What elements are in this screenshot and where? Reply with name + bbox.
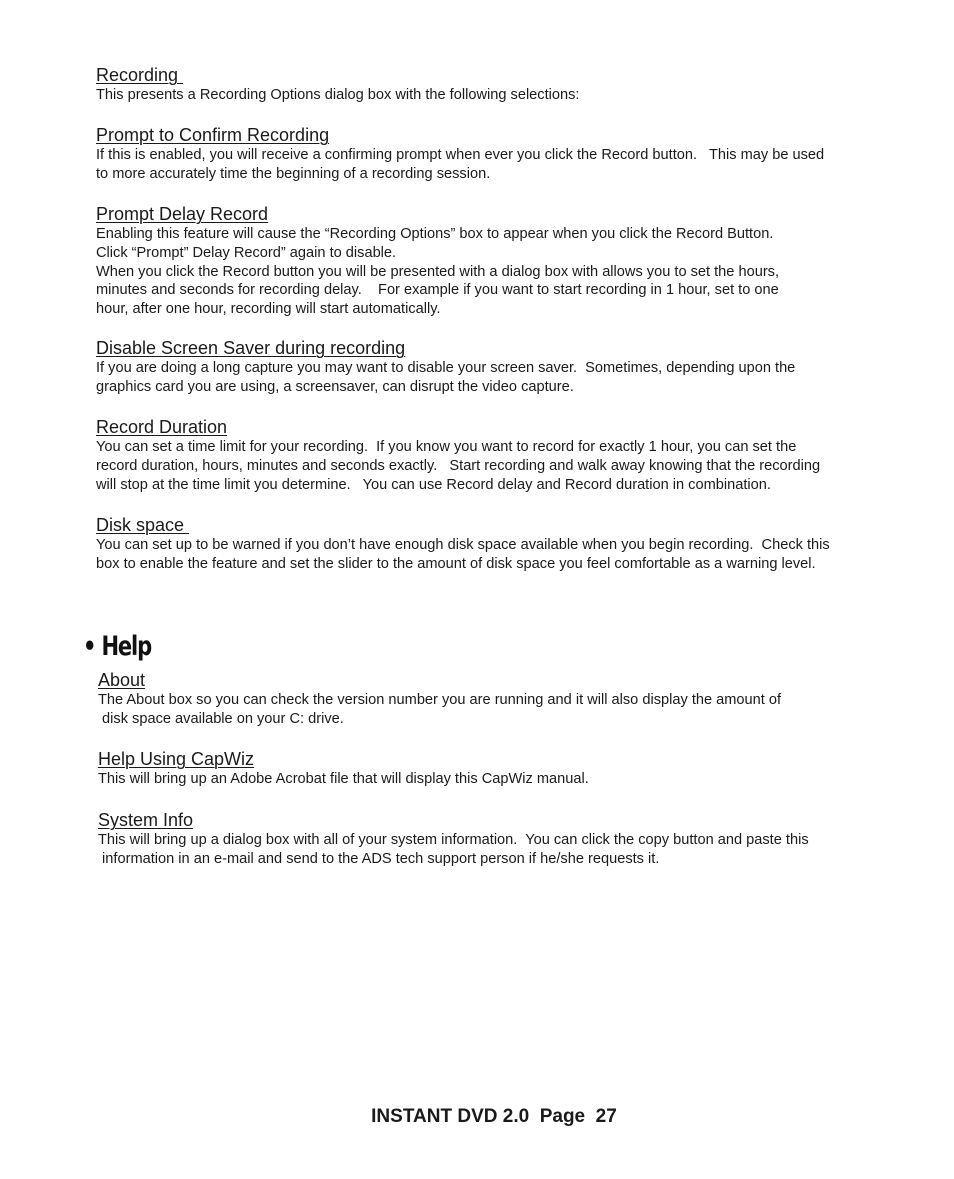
section-disk-space [96, 514, 881, 574]
section-recording [96, 64, 881, 105]
heading-about: About [98, 670, 146, 690]
text-line: You can set up to be warned if you don’t have enough disk space available when you begin recording. Check this [96, 537, 830, 553]
text-line: This presents a Recording Options dialog box with the following selections: [96, 87, 580, 103]
text-line: This will bring up an Adobe Acrobat file that will display this CapWiz manual. [98, 771, 589, 787]
text-line: record duration, hours, minutes and seconds exactly. Start recording and walk away knowing that the recording [96, 457, 821, 474]
heading-screen-saver: Disable Screen Saver during recording [96, 338, 406, 358]
section-prompt-delay [96, 203, 881, 319]
text-prompt-delay [96, 225, 881, 319]
section-about [98, 669, 883, 729]
text-line: disk space available on your C: drive. [98, 710, 344, 727]
text-line: hour, after one hour, recording will start automatically. [96, 301, 441, 318]
section-system-info [98, 809, 883, 869]
text-line: box to enable the feature and set the slider to the amount of disk space you feel comfortable as a warning level. [96, 555, 816, 572]
heading-system-info: System Info [98, 810, 194, 830]
heading-disk-space: Disk space [96, 515, 190, 535]
text-disk-space [96, 536, 881, 574]
heading-prompt-confirm: Prompt to Confirm Recording [96, 125, 330, 145]
text-line: graphics card you are using, a screensaver, can disrupt the video capture. [96, 378, 574, 395]
text-line: minutes and seconds for recording delay. For example if you want to start recording in 1 hour, set to one [96, 282, 779, 299]
text-line: Enabling this feature will cause the “Recording Options” box to appear when you click the Record Button. [96, 226, 774, 242]
text-line: If this is enabled, you will receive a confirming prompt when ever you click the Record button. This may be used [96, 147, 825, 163]
help-section-title: • Help [83, 631, 151, 662]
text-line: to more accurately time the beginning of a recording session. [96, 165, 491, 182]
heading-record-duration: Record Duration [96, 417, 228, 437]
heading-recording: Recording [96, 65, 184, 85]
text-line: information in an e-mail and send to the ADS tech support person if he/she requests it. [98, 850, 660, 867]
text-line: will stop at the time limit you determine. You can use Record delay and Record duration in combination. [96, 476, 771, 493]
text-line: When you click the Record button you will be presented with a dialog box with allows you to set the hours, [96, 263, 780, 280]
text-record-duration [96, 438, 881, 494]
text-help-capwiz [98, 770, 883, 789]
text-recording [96, 86, 881, 105]
section-prompt-confirm [96, 124, 881, 184]
text-prompt-confirm [96, 146, 881, 184]
section-record-duration [96, 416, 881, 494]
text-system-info [98, 831, 883, 869]
text-line: The About box so you can check the version number you are running and it will also display the amount of [98, 692, 782, 708]
text-about [98, 691, 883, 729]
section-help-capwiz [98, 748, 883, 789]
text-line: This will bring up a dialog box with all of your system information. You can click the copy button and paste this [98, 832, 809, 848]
section-screen-saver [96, 337, 881, 397]
heading-prompt-delay: Prompt Delay Record [96, 204, 269, 224]
text-line: You can set a time limit for your recording. If you know you want to record for exactly 1 hour, you can set the [96, 439, 797, 455]
text-line: Click “Prompt” Delay Record” again to disable. [96, 244, 397, 261]
text-line: If you are doing a long capture you may want to disable your screen saver. Sometimes, depending upon the [96, 360, 796, 376]
page-footer: INSTANT DVD 2.0 Page 27 [371, 1106, 617, 1127]
text-screen-saver [96, 359, 881, 397]
heading-help-capwiz: Help Using CapWiz [98, 749, 255, 769]
